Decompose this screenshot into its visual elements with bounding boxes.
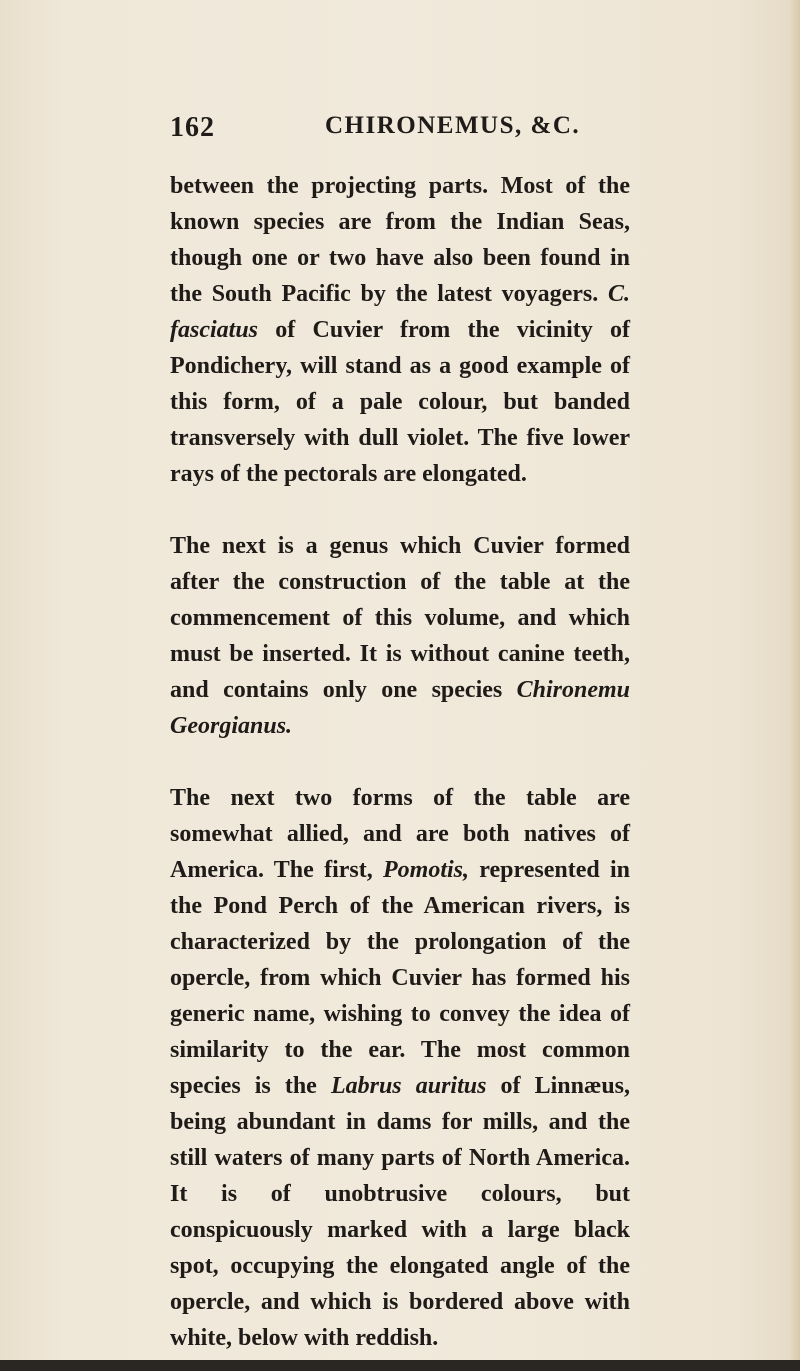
paragraph-1 <box>170 168 630 492</box>
page-header <box>170 112 630 152</box>
text-segment: The next is a genus which Cuvier formed after the construction of the table at the commencement of this volume, and which must be inserted. It is without canine teeth, and contains only one species <box>170 533 630 703</box>
page-edge-shadow <box>790 0 800 1371</box>
running-head: CHIRONEMUS, &C. <box>325 112 581 139</box>
species-name-italic: Chironemu Georgianus. <box>170 677 630 739</box>
page-number: 162 <box>170 112 215 143</box>
paragraph-3 <box>170 780 630 1356</box>
paragraph-2 <box>170 528 630 744</box>
body-text <box>170 168 630 1356</box>
text-segment: of Linnæus, being abundant in dams for mills, and the still waters of many parts of North America. It is of unobtrusive colours, but conspicuously marked with a large black spot, occupying the elongated angle of the opercle, and which is bordered above with white, below with reddish. <box>170 1073 631 1351</box>
text-segment: between the projecting parts. Most of the known species are from the Indian Seas, though one or two have also been found in the South Pacific by the latest voyagers. <box>170 173 630 307</box>
species-name-italic: Labrus auritus <box>330 1073 487 1099</box>
genus-name-italic: Pomotis, <box>383 857 470 883</box>
text-segment: represented in the Pond Perch of the American rivers, is characterized by the prolongation of the opercle, from which Cuvier has formed his generic name, wishing to convey the idea of similarity to the ear. The most common species is the <box>170 857 631 1099</box>
species-name-italic: C. fasciatus <box>170 281 630 343</box>
bottom-scan-border <box>0 1360 800 1371</box>
text-segment: of Cuvier from the vicinity of Pondichery, will stand as a good example of this form, of a pale colour, but banded transversely with dull violet. The five lower rays of the pectorals are elongated. <box>170 317 630 487</box>
text-segment: The next two forms of the table are somewhat allied, and are both natives of America. The first, <box>170 785 630 883</box>
